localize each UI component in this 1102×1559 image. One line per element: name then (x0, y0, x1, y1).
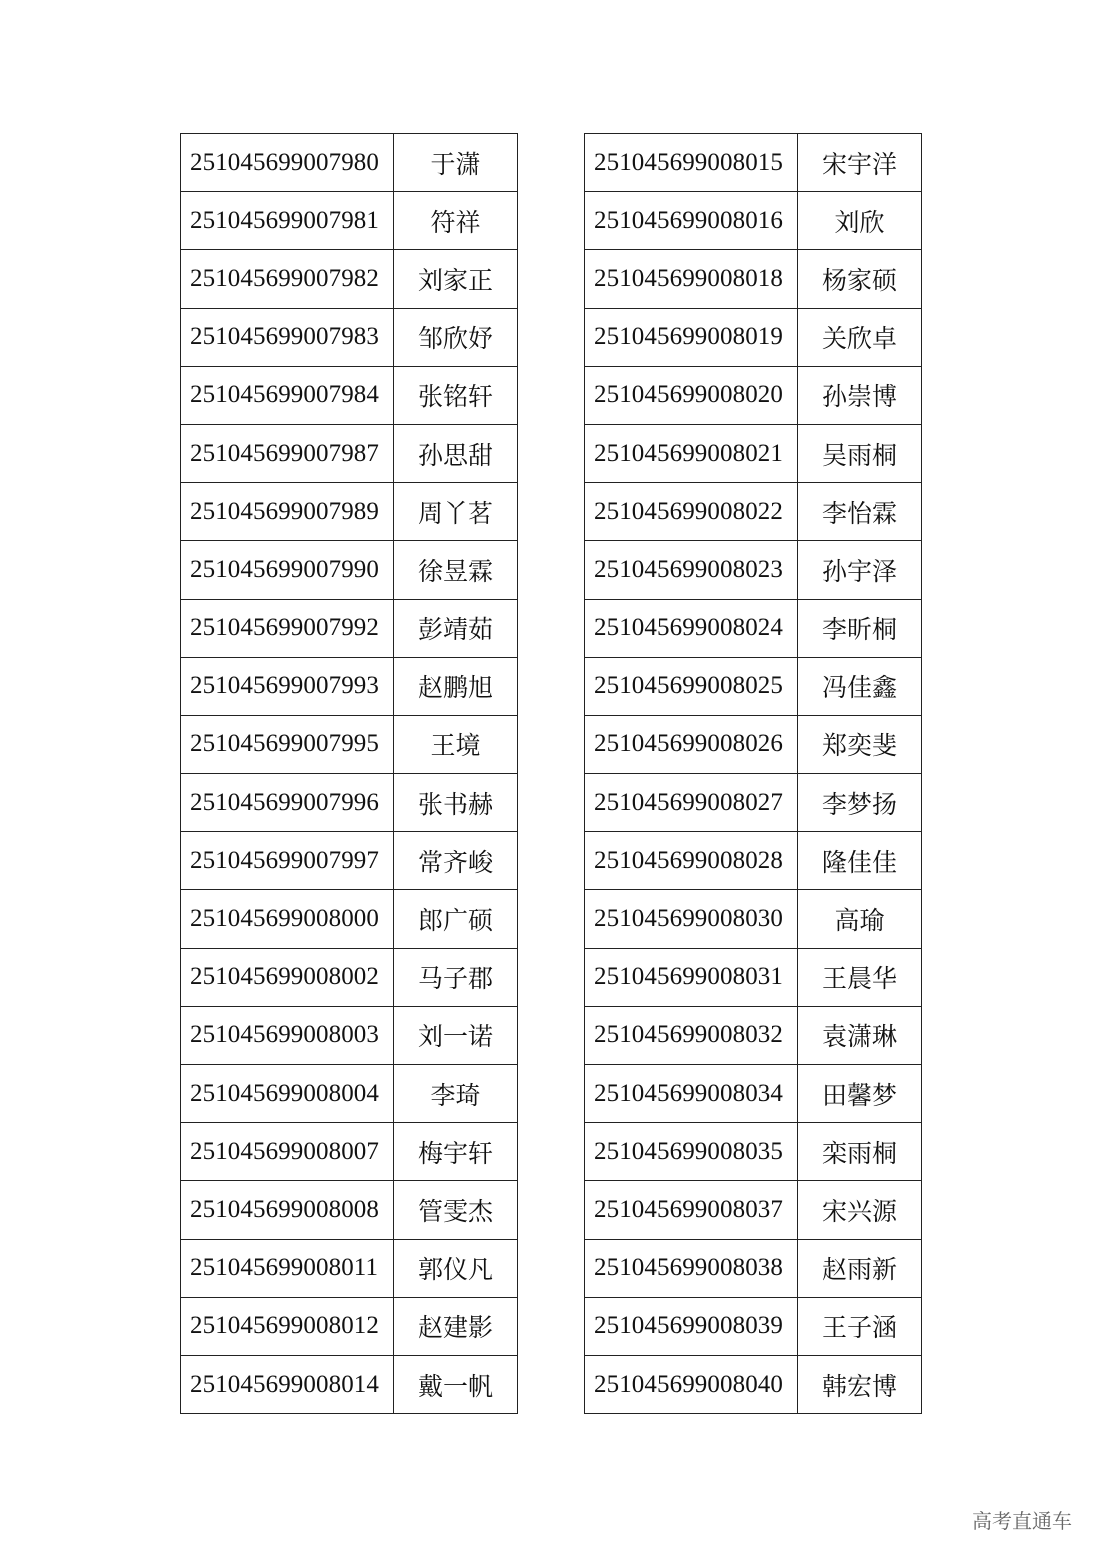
table-row (181, 1239, 518, 1297)
candidate-id: 251045699008019 (585, 308, 798, 366)
candidate-id: 251045699008024 (585, 599, 798, 657)
table-row (585, 774, 922, 832)
candidate-id: 251045699008038 (585, 1239, 798, 1297)
table-row (585, 424, 922, 482)
candidate-name: 符祥 (394, 192, 518, 250)
candidate-name: 孙宇泽 (798, 541, 922, 599)
table-row (181, 1006, 518, 1064)
table-row (585, 250, 922, 308)
candidate-id: 251045699008022 (585, 483, 798, 541)
candidate-id: 251045699007992 (181, 599, 394, 657)
table-row (181, 890, 518, 948)
table-row (585, 1181, 922, 1239)
candidate-id: 251045699007993 (181, 657, 394, 715)
candidate-id: 251045699008015 (585, 134, 798, 192)
candidate-name: 郑奕斐 (798, 715, 922, 773)
candidate-name: 栾雨桐 (798, 1123, 922, 1181)
candidate-name: 王子涵 (798, 1297, 922, 1355)
candidate-name: 周丫茗 (394, 483, 518, 541)
candidate-id: 251045699008025 (585, 657, 798, 715)
candidate-name: 杨家硕 (798, 250, 922, 308)
table-row (181, 424, 518, 482)
candidate-id: 251045699008027 (585, 774, 798, 832)
table-row (585, 366, 922, 424)
candidate-id: 251045699008018 (585, 250, 798, 308)
candidate-id: 251045699008008 (181, 1181, 394, 1239)
candidate-id: 251045699008030 (585, 890, 798, 948)
candidate-name: 赵雨新 (798, 1239, 922, 1297)
table-row (585, 192, 922, 250)
table-row (585, 1239, 922, 1297)
table-row (181, 948, 518, 1006)
candidate-id: 251045699008035 (585, 1123, 798, 1181)
table-row (585, 657, 922, 715)
candidate-id: 251045699008034 (585, 1065, 798, 1123)
roster-table-left (180, 133, 518, 1414)
table-row (181, 192, 518, 250)
table-row (181, 1355, 518, 1413)
candidate-id: 251045699008014 (181, 1355, 394, 1413)
candidate-id: 251045699008012 (181, 1297, 394, 1355)
candidate-name: 刘欣 (798, 192, 922, 250)
candidate-id: 251045699008016 (585, 192, 798, 250)
candidate-id: 251045699008032 (585, 1006, 798, 1064)
table-row (585, 308, 922, 366)
table-row (181, 1297, 518, 1355)
table-row (585, 1297, 922, 1355)
table-row (181, 657, 518, 715)
candidate-name: 赵鹏旭 (394, 657, 518, 715)
candidate-id: 251045699008037 (585, 1181, 798, 1239)
candidate-name: 李昕桐 (798, 599, 922, 657)
table-row (585, 948, 922, 1006)
candidate-name: 关欣卓 (798, 308, 922, 366)
candidate-id: 251045699008026 (585, 715, 798, 773)
table-row (181, 715, 518, 773)
candidate-name: 孙思甜 (394, 424, 518, 482)
candidate-name: 宋兴源 (798, 1181, 922, 1239)
candidate-name: 高瑜 (798, 890, 922, 948)
candidate-id: 251045699007983 (181, 308, 394, 366)
candidate-id: 251045699008003 (181, 1006, 394, 1064)
table-row (181, 541, 518, 599)
candidate-name: 于潇 (394, 134, 518, 192)
candidate-name: 张铭轩 (394, 366, 518, 424)
candidate-name: 冯佳鑫 (798, 657, 922, 715)
candidate-name: 常齐峻 (394, 832, 518, 890)
candidate-name: 管雯杰 (394, 1181, 518, 1239)
table-row (585, 1006, 922, 1064)
candidate-id: 251045699008007 (181, 1123, 394, 1181)
candidate-name: 梅宇轩 (394, 1123, 518, 1181)
candidate-id: 251045699007987 (181, 424, 394, 482)
candidate-name: 徐昱霖 (394, 541, 518, 599)
table-row (181, 134, 518, 192)
candidate-id: 251045699008021 (585, 424, 798, 482)
candidate-name: 宋宇洋 (798, 134, 922, 192)
candidate-name: 王境 (394, 715, 518, 773)
candidate-id: 251045699008000 (181, 890, 394, 948)
table-row (585, 134, 922, 192)
candidate-id: 251045699007989 (181, 483, 394, 541)
candidate-id: 251045699008020 (585, 366, 798, 424)
candidate-name: 李琦 (394, 1065, 518, 1123)
candidate-name: 韩宏博 (798, 1355, 922, 1413)
table-row (585, 1123, 922, 1181)
candidate-name: 赵建影 (394, 1297, 518, 1355)
candidate-name: 彭靖茹 (394, 599, 518, 657)
candidate-id: 251045699007984 (181, 366, 394, 424)
candidate-name: 刘一诺 (394, 1006, 518, 1064)
table-row (181, 1065, 518, 1123)
table-row (181, 1123, 518, 1181)
table-row (585, 1065, 922, 1123)
table-row (585, 599, 922, 657)
candidate-id: 251045699007995 (181, 715, 394, 773)
table-row (585, 715, 922, 773)
table-row (181, 599, 518, 657)
table-row (585, 832, 922, 890)
watermark: 高考直通车 (972, 1509, 1072, 1533)
candidate-name: 田馨梦 (798, 1065, 922, 1123)
candidate-name: 王晨华 (798, 948, 922, 1006)
candidate-id: 251045699007982 (181, 250, 394, 308)
candidate-name: 郭仪凡 (394, 1239, 518, 1297)
candidate-id: 251045699008023 (585, 541, 798, 599)
candidate-name: 袁潇琳 (798, 1006, 922, 1064)
table-row (181, 774, 518, 832)
candidate-name: 隆佳佳 (798, 832, 922, 890)
candidate-id: 251045699007997 (181, 832, 394, 890)
candidate-id: 251045699008031 (585, 948, 798, 1006)
candidate-id: 251045699008028 (585, 832, 798, 890)
candidate-id: 251045699007981 (181, 192, 394, 250)
candidate-id: 251045699008011 (181, 1239, 394, 1297)
candidate-name: 戴一帆 (394, 1355, 518, 1413)
candidate-id: 251045699008039 (585, 1297, 798, 1355)
table-row (585, 890, 922, 948)
table-row (181, 308, 518, 366)
candidate-name: 孙崇博 (798, 366, 922, 424)
candidate-id: 251045699008004 (181, 1065, 394, 1123)
candidate-name: 张书赫 (394, 774, 518, 832)
candidate-name: 李梦扬 (798, 774, 922, 832)
candidate-id: 251045699008040 (585, 1355, 798, 1413)
table-row (585, 483, 922, 541)
table-row (181, 1181, 518, 1239)
table-row (181, 832, 518, 890)
candidate-id: 251045699007980 (181, 134, 394, 192)
candidate-name: 马子郡 (394, 948, 518, 1006)
table-row (181, 366, 518, 424)
table-row (585, 541, 922, 599)
candidate-name: 邹欣妤 (394, 308, 518, 366)
table-row (181, 250, 518, 308)
table-row (585, 1355, 922, 1413)
candidate-name: 郎广硕 (394, 890, 518, 948)
candidate-name: 李怡霖 (798, 483, 922, 541)
candidate-id: 251045699007990 (181, 541, 394, 599)
candidate-name: 吴雨桐 (798, 424, 922, 482)
table-row (181, 483, 518, 541)
candidate-name: 刘家正 (394, 250, 518, 308)
candidate-id: 251045699007996 (181, 774, 394, 832)
roster-table-right (584, 133, 922, 1414)
candidate-id: 251045699008002 (181, 948, 394, 1006)
